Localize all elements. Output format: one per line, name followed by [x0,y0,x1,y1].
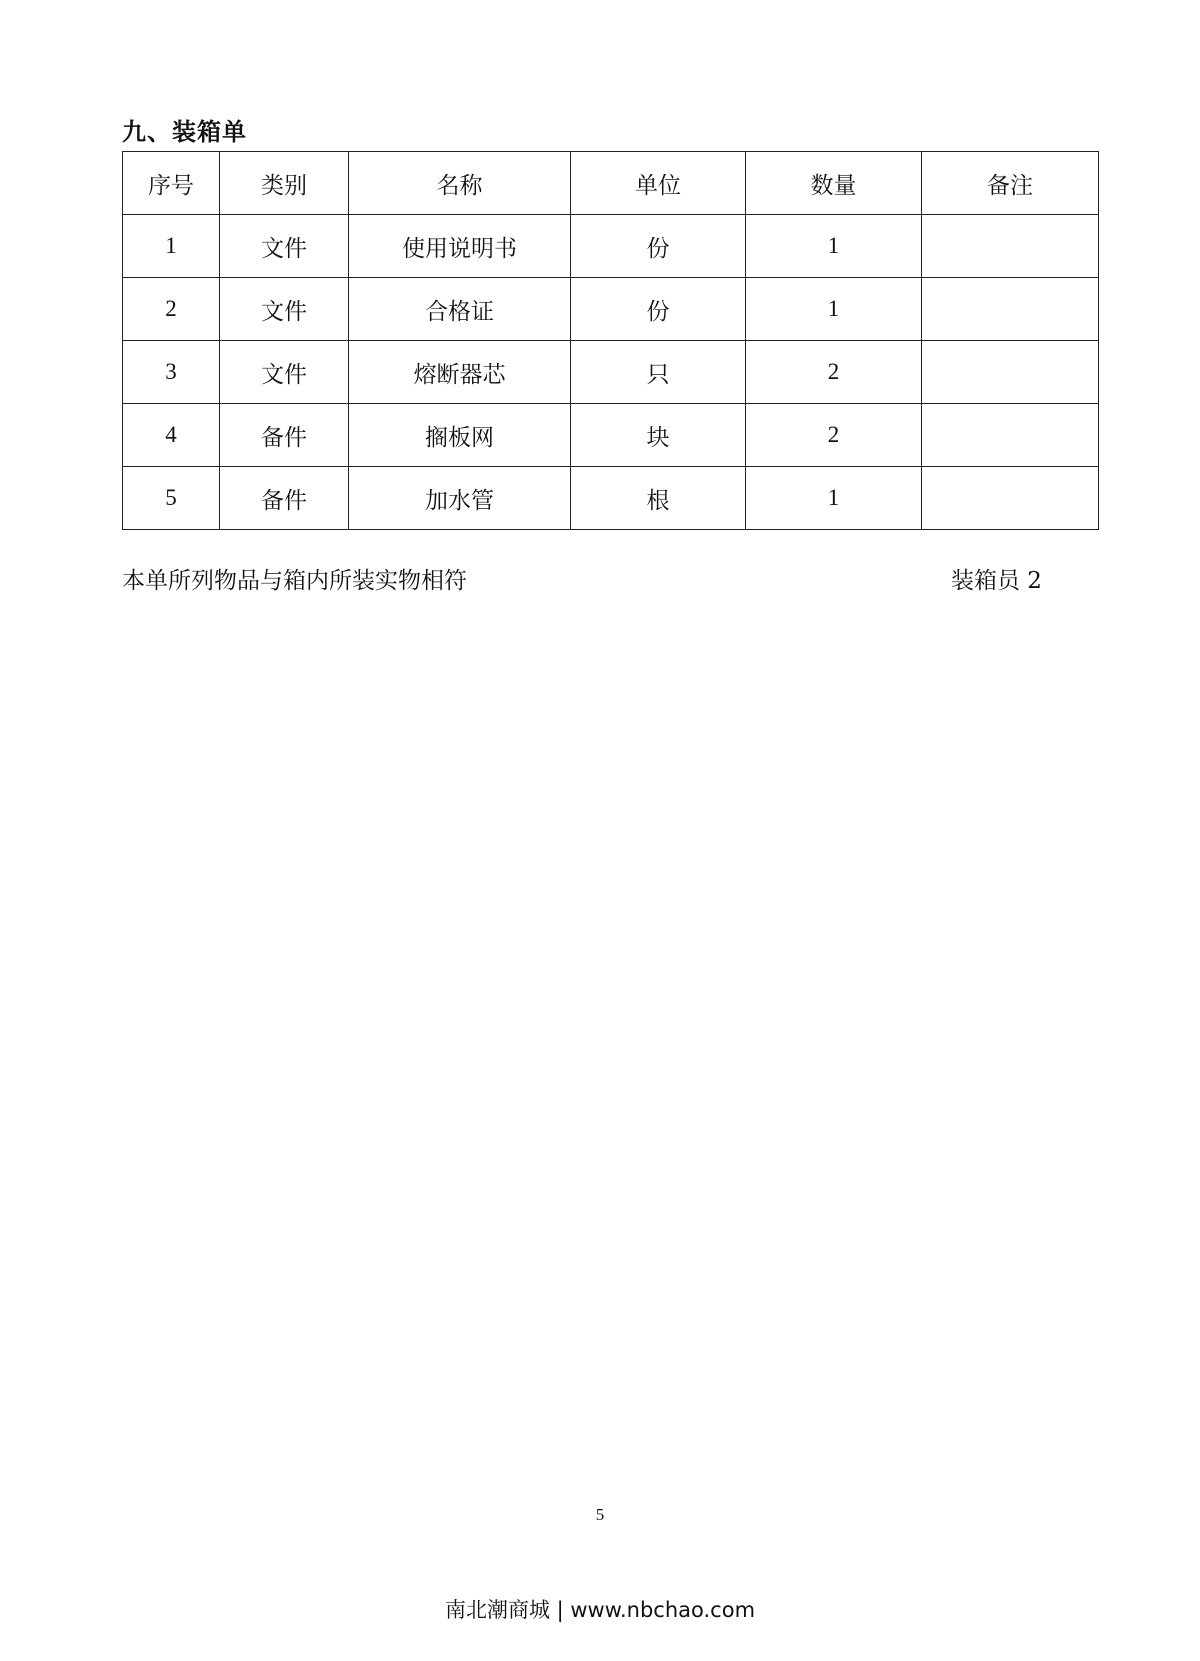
cell-quantity: 1 [746,278,922,341]
cell-unit: 块 [571,404,746,467]
cell-remarks [922,278,1099,341]
header-seq: 序号 [123,152,220,215]
table-row [123,215,1099,278]
cell-name: 熔断器芯 [349,341,571,404]
cell-unit: 根 [571,467,746,530]
cell-name: 使用说明书 [349,215,571,278]
cell-category: 备件 [220,404,349,467]
header-unit: 单位 [571,152,746,215]
table-row [123,404,1099,467]
header-quantity: 数量 [746,152,922,215]
cell-category: 文件 [220,215,349,278]
table-header-row [123,152,1099,215]
cell-quantity: 2 [746,404,922,467]
cell-quantity: 2 [746,341,922,404]
page-number: 5 [595,1505,605,1524]
cell-seq: 3 [123,341,220,404]
section-title: 九、装箱单 [122,118,247,146]
cell-name: 搁板网 [349,404,571,467]
cell-seq: 5 [123,467,220,530]
cell-quantity: 1 [746,467,922,530]
packing-list-table [122,151,1099,530]
header-name: 名称 [349,152,571,215]
cell-quantity: 1 [746,215,922,278]
cell-category: 备件 [220,467,349,530]
cell-remarks [922,215,1099,278]
conformity-statement: 本单所列物品与箱内所装实物相符 [122,568,467,594]
header-category: 类别 [220,152,349,215]
cell-name: 合格证 [349,278,571,341]
site-watermark: 南北潮商城 | www.nbchao.com [444,1598,756,1622]
table-row [123,278,1099,341]
packer-signature: 装箱员 2 [951,568,1042,594]
cell-seq: 4 [123,404,220,467]
cell-remarks [922,467,1099,530]
cell-unit: 只 [571,341,746,404]
cell-name: 加水管 [349,467,571,530]
cell-unit: 份 [571,215,746,278]
header-remarks: 备注 [922,152,1099,215]
cell-category: 文件 [220,341,349,404]
cell-unit: 份 [571,278,746,341]
cell-seq: 1 [123,215,220,278]
cell-remarks [922,404,1099,467]
cell-seq: 2 [123,278,220,341]
cell-category: 文件 [220,278,349,341]
table-row [123,467,1099,530]
cell-remarks [922,341,1099,404]
table-row [123,341,1099,404]
